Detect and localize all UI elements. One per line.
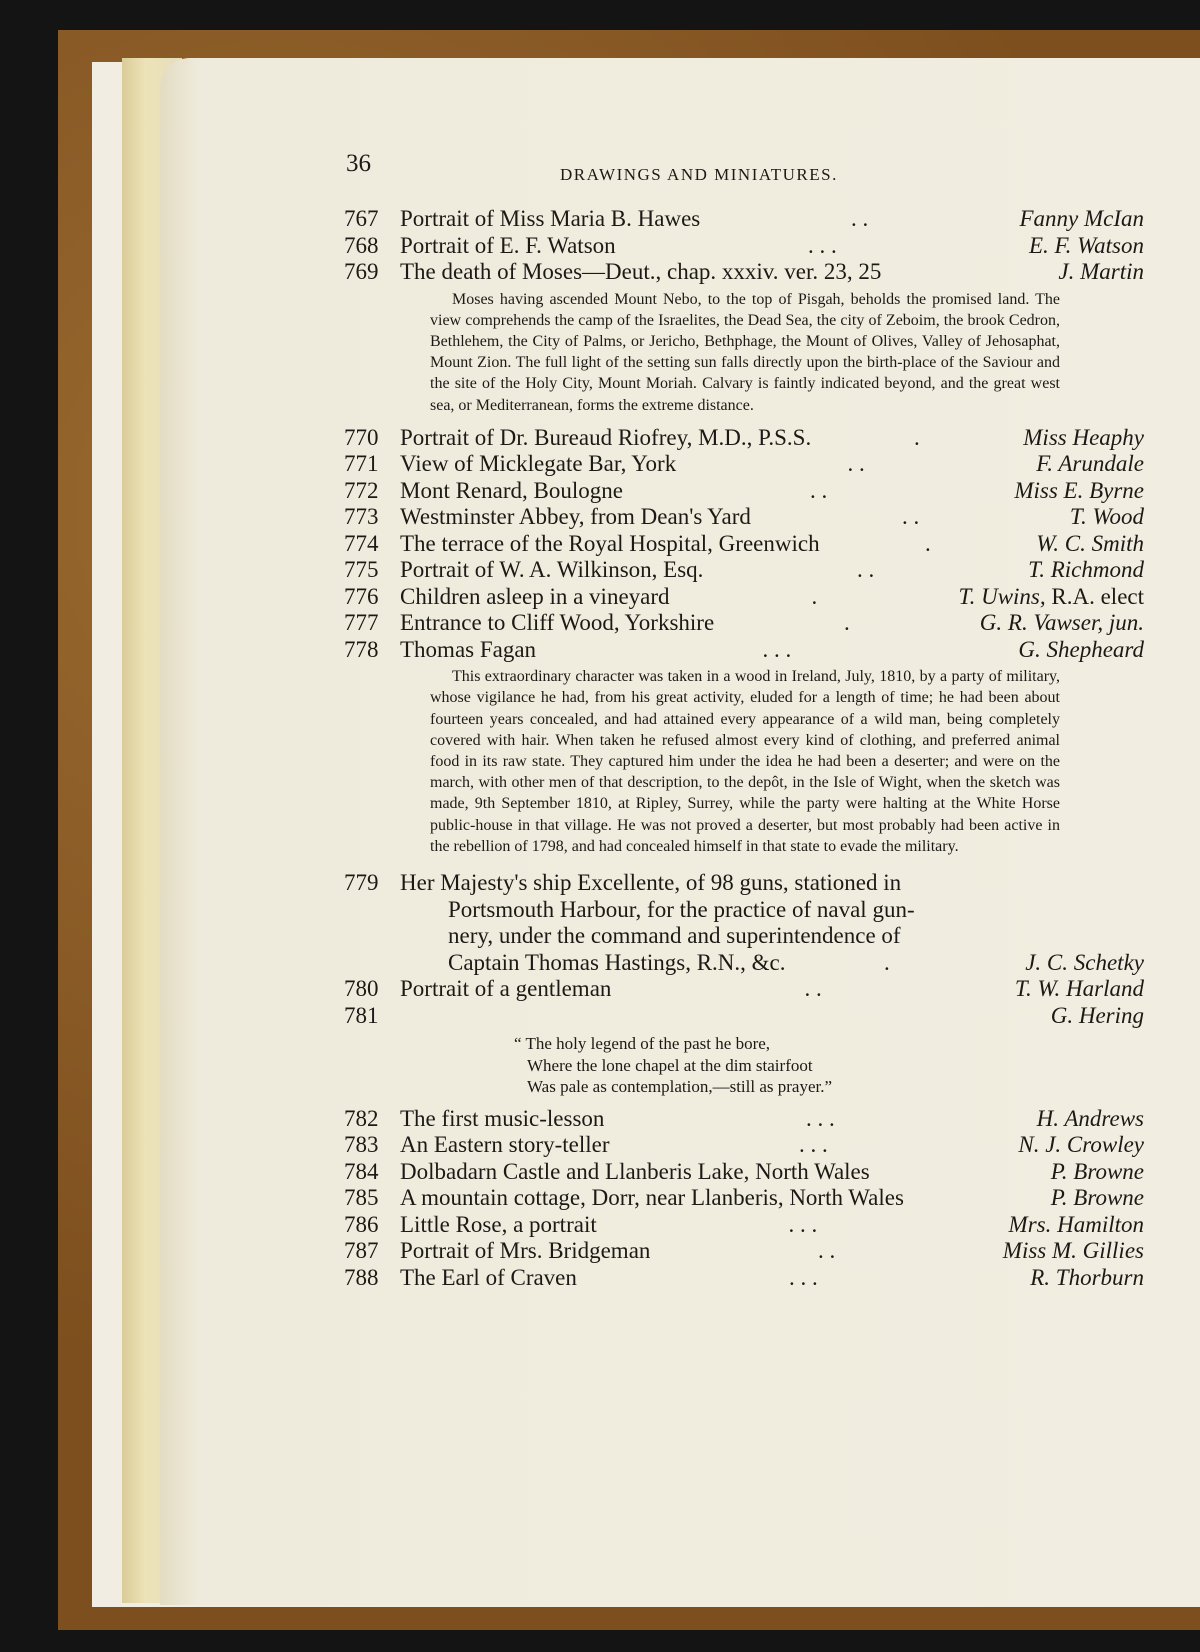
entry-number: 777	[344, 610, 379, 636]
entry-artist	[1036, 531, 1144, 557]
artist-name: E. F. Watson	[1028, 232, 1144, 258]
catalogue-entry	[344, 976, 1144, 1003]
catalogue-entry	[344, 478, 1144, 505]
entry-title-line: Portsmouth Harbour, for the practice of naval gun-	[448, 896, 915, 922]
entry-title: Mont Renard, Boulogne	[400, 477, 623, 503]
catalogue-entry	[344, 1212, 1144, 1239]
entry-number: 768	[344, 232, 379, 258]
catalogue-entry	[344, 610, 1144, 637]
catalogue-entry	[344, 504, 1144, 531]
entry-title: View of Micklegate Bar, York	[400, 451, 677, 477]
entry-number: 788	[344, 1264, 379, 1290]
artist-name: T. W. Harland	[1014, 976, 1144, 1002]
leader-dots: . .	[818, 1238, 836, 1264]
artist-name: Mrs. Hamilton	[1008, 1211, 1144, 1237]
entries-group-d	[344, 1106, 1144, 1292]
entry-title: Portrait of Mrs. Bridgeman	[400, 1238, 651, 1264]
entry-title: Dolbadarn Castle and Llanberis Lake, North Wales	[400, 1158, 870, 1184]
entry-artist	[1009, 1212, 1144, 1238]
entry-title: The death of Moses—Deut., chap. xxxiv. ver. 23, 25	[400, 259, 882, 284]
entry-number: 785	[344, 1185, 379, 1211]
entry-artist	[1051, 1159, 1144, 1185]
entry-artist	[980, 610, 1144, 636]
entry-number: 779	[344, 870, 379, 896]
page-number: 36	[346, 150, 371, 177]
entries-group-a	[344, 206, 1144, 286]
entry-number: 775	[344, 557, 379, 583]
catalogue-entry	[344, 1106, 1144, 1133]
entry-title: Little Rose, a portrait	[400, 1211, 597, 1237]
entry-number: 784	[344, 1158, 379, 1184]
entry-artist	[1029, 233, 1144, 259]
entry-artist	[1015, 976, 1144, 1002]
entry-number: 786	[344, 1211, 379, 1237]
entry-artist: J. C. Schetky	[1025, 949, 1144, 975]
entry-title: Portrait of a gentleman	[400, 976, 612, 1002]
leader-dots: .	[914, 424, 920, 450]
entry-title: A mountain cottage, Dorr, near Llanberis, North Wales	[400, 1185, 904, 1211]
verse-line: Where the lone chapel at the dim stairfoot	[527, 1055, 813, 1075]
entry-number: 773	[344, 504, 379, 530]
entries-group-c	[344, 976, 1144, 1029]
entry-number: 767	[344, 206, 379, 231]
entry-artist	[1028, 557, 1144, 583]
entry-title-line: nery, under the command and superintendence of	[448, 923, 901, 949]
catalogue-entry	[344, 637, 1144, 664]
entry-artist	[959, 584, 1145, 610]
leader-dots: . .	[804, 976, 822, 1002]
entry-number: 776	[344, 583, 379, 609]
entry-artist	[1051, 1185, 1144, 1211]
leader-dots: . .	[902, 504, 920, 530]
artist-name: H. Andrews	[1036, 1105, 1144, 1131]
leader-dots: .	[884, 949, 890, 975]
catalogue-entry	[344, 259, 1144, 286]
entry-title: Westminster Abbey, from Dean's Yard	[400, 504, 751, 530]
entry-number: 769	[344, 259, 379, 284]
catalogue-entry	[344, 1132, 1144, 1159]
catalogue-entry	[344, 557, 1144, 584]
artist-name: Miss E. Byrne	[1014, 477, 1144, 503]
entry-artist	[1018, 1132, 1144, 1158]
running-head: DRAWINGS AND MINIATURES.	[560, 165, 838, 184]
entry-number: 781	[344, 1002, 379, 1028]
leader-dots: . . .	[806, 1105, 835, 1131]
leader-dots: . .	[857, 557, 875, 583]
entry-title: Portrait of Miss Maria B. Hawes	[400, 206, 701, 231]
catalogue-entry	[344, 1238, 1144, 1265]
catalogue-entry	[344, 1003, 1144, 1030]
catalogue-entry	[344, 233, 1144, 260]
catalogue-entry	[344, 206, 1144, 233]
leader-dots: . .	[847, 451, 865, 477]
verse-line: “ The holy legend of the past he bore,	[514, 1034, 771, 1054]
leader-dots: . . .	[799, 1132, 828, 1158]
entry-title: The terrace of the Royal Hospital, Greenwich	[400, 530, 820, 556]
artist-name: G. Shepheard	[1018, 636, 1144, 662]
artist-name: P. Browne	[1050, 1185, 1144, 1211]
leader-dots: .	[925, 530, 931, 556]
entry-779	[344, 870, 1144, 976]
entry-number: 778	[344, 636, 379, 662]
leader-dots: .	[811, 583, 818, 609]
entry-artist	[1070, 504, 1144, 530]
artist-name: G. R. Vawser, jun.	[979, 610, 1144, 636]
entry-number: 774	[344, 530, 379, 556]
artist-name: T. Wood	[1069, 504, 1144, 530]
entry-title: Entrance to Cliff Wood, Yorkshire	[400, 610, 715, 636]
entry-artist	[1019, 206, 1144, 232]
leader-dots: . . .	[808, 232, 837, 258]
catalogue-entry	[344, 425, 1144, 452]
entry-title-line: Her Majesty's ship Excellente, of 98 guns, stationed in	[400, 870, 902, 896]
entry-artist	[1036, 451, 1144, 477]
leader-dots: . . .	[762, 636, 792, 662]
note-778: This extraordinary character was taken in a wood in Ireland, July, 1810, by a party of military, whose vigilance he had, from his great activity, eluded for a length of time; he had been about fourteen years concealed, and had attained every appearance of a wild man, being completely covered with hair. When taken he refused almost every kind of clothing, and preferred animal food in its raw state. They captured him under the idea he had been a deserter; and were on the march, with other men of that description, to the depôt, in the Isle of Wight, when the sketch was made, 9th September 1810, at Ripley, Surrey, while the party were halting at the White Horse public-house in that village. He was not proved a deserter, but most probably had been active in the rebellion of 1798, and had concealed himself in that state to evade the military.	[430, 668, 1060, 855]
note-769: Moses having ascended Mount Nebo, to the top of Pisgah, beholds the promised land. The view comprehends the camp of the Israelites, the Dead Sea, the city of Zeboim, the brook Cedron, Bethlehem, the City of Palms, or Jericho, Bethphage, the Mount of Olives, Valley of Jehosaphat, Mount Zion. The full light of the setting sun falls directly upon the birth-place of the Saviour and the site of the Holy City, Mount Moriah. Calvary is faintly indicated beyond, and the great west sea, or Mediterranean, forms the extreme distance.	[430, 290, 1060, 414]
catalogue-entry	[344, 531, 1144, 558]
artist-name: J. Martin	[1058, 259, 1144, 284]
catalogue-entries	[344, 206, 1144, 1291]
artist-suffix: R.A. elect	[1051, 583, 1144, 609]
verse-781	[514, 1029, 1144, 1106]
entry-artist	[1003, 1238, 1144, 1264]
verse-line: Was pale as contemplation,—still as prayer.”	[527, 1077, 833, 1097]
entry-artist	[1014, 478, 1144, 504]
artist-name: N. J. Crowley	[1018, 1132, 1144, 1158]
catalogue-entry	[344, 584, 1144, 611]
entry-artist	[1023, 425, 1144, 451]
leader-dots: . . .	[789, 1264, 818, 1290]
catalogue-entry	[344, 1265, 1144, 1292]
entry-artist	[1058, 259, 1144, 285]
entry-title: The Earl of Craven	[400, 1264, 577, 1290]
entry-number: 770	[344, 424, 379, 450]
artist-name: T. Richmond	[1028, 557, 1144, 583]
artist-name: F. Arundale	[1036, 451, 1144, 477]
entry-title: Portrait of Dr. Bureaud Riofrey, M.D., P.S.S.	[400, 424, 812, 450]
leader-dots: . .	[810, 477, 828, 503]
entry-title: Portrait of W. A. Wilkinson, Esq.	[400, 557, 704, 583]
artist-name: P. Browne	[1050, 1158, 1144, 1184]
entry-artist	[1030, 1265, 1144, 1291]
artist-name: T. Uwins,	[958, 583, 1046, 609]
artist-name: Miss M. Gillies	[1002, 1238, 1144, 1264]
leader-dots: .	[844, 610, 850, 636]
artist-name: G. Hering	[1050, 1002, 1144, 1028]
entry-number: 782	[344, 1105, 379, 1131]
entry-number: 783	[344, 1132, 379, 1158]
artist-name: Fanny McIan	[1019, 206, 1144, 231]
leader-dots: . . .	[788, 1211, 818, 1237]
entry-title-line: Captain Thomas Hastings, R.N., &c.	[448, 949, 786, 975]
entry-artist	[1037, 1106, 1144, 1132]
catalogue-entry	[344, 1159, 1144, 1186]
catalogue-entry	[344, 451, 1144, 478]
entry-artist	[1018, 637, 1144, 663]
entry-artist	[1051, 1003, 1144, 1029]
artist-name: W. C. Smith	[1036, 530, 1144, 556]
entry-title: Thomas Fagan	[400, 636, 537, 662]
entry-title: Portrait of E. F. Watson	[400, 232, 616, 258]
leader-dots: . .	[851, 206, 869, 231]
catalogue-entry	[344, 1185, 1144, 1212]
entry-title: Children asleep in a vineyard	[400, 583, 670, 609]
entry-number: 787	[344, 1238, 379, 1264]
entries-group-b	[344, 425, 1144, 664]
entry-number: 771	[344, 451, 379, 477]
entry-779-last-line	[344, 950, 1144, 977]
entry-number: 780	[344, 976, 379, 1002]
artist-name: Miss Heaphy	[1023, 424, 1144, 450]
artist-name: R. Thorburn	[1030, 1264, 1144, 1290]
entry-number: 772	[344, 477, 379, 503]
entry-title: The first music-lesson	[400, 1105, 605, 1131]
entry-title: An Eastern story-teller	[400, 1132, 610, 1158]
